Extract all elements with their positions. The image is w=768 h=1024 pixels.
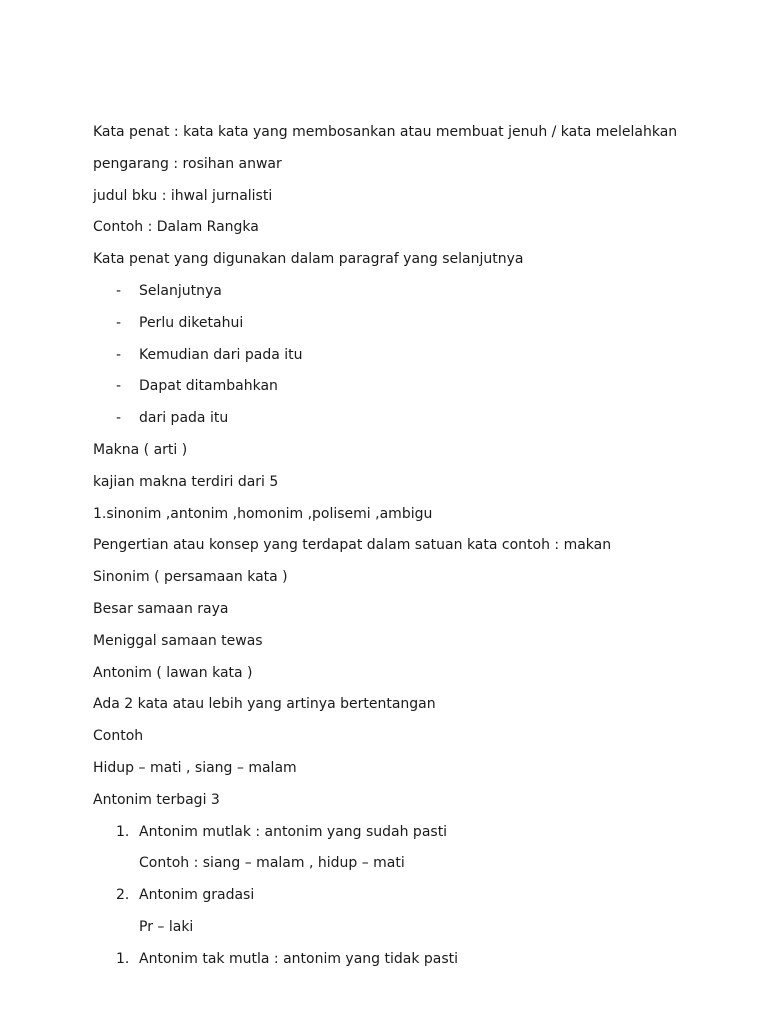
numbered-item-subline: Contoh : siang – malam , hidup – mati — [139, 855, 405, 872]
text-line: kajian makna terdiri dari 5 — [93, 473, 279, 490]
text-line: Kata penat yang digunakan dalam paragraf yang selanjutnya — [93, 251, 524, 268]
number-marker: 2. — [116, 887, 130, 904]
numbered-list-item — [93, 885, 733, 917]
number-marker: 1. — [116, 823, 130, 840]
text-line: Hidup – mati , siang – malam — [93, 759, 297, 776]
number-marker: 1. — [116, 950, 130, 967]
numbered-item-text: Antonim tak mutla : antonim yang tidak pasti — [139, 950, 459, 967]
dash-marker: - — [116, 378, 122, 395]
dash-item-text: Perlu diketahui — [139, 314, 244, 331]
text-line: Antonim ( lawan kata ) — [93, 664, 253, 681]
dash-item-text: Kemudian dari pada itu — [139, 346, 303, 363]
dash-list-item — [93, 313, 733, 345]
text-line: Contoh : Dalam Rangka — [93, 219, 259, 236]
dash-marker: - — [116, 410, 122, 427]
text-line: Contoh — [93, 728, 144, 745]
numbered-item-text: Antonim gradasi — [139, 887, 255, 904]
text-line: Besar samaan raya — [93, 600, 229, 617]
dash-marker: - — [116, 282, 122, 299]
dash-item-text: Dapat ditambahkan — [139, 378, 278, 395]
text-line: Pengertian atau konsep yang terdapat dalam satuan kata contoh : makan — [93, 537, 612, 554]
dash-marker: - — [116, 314, 122, 331]
numbered-item-subline: Pr – laki — [139, 918, 194, 935]
dash-list-item — [93, 345, 733, 377]
dash-marker: - — [116, 346, 122, 363]
text-line: Kata penat : kata kata yang membosankan atau membuat jenuh / kata melelahkan — [93, 124, 678, 140]
dash-list-item — [93, 408, 733, 440]
text-line: Meniggal samaan tewas — [93, 632, 263, 649]
text-line: pengarang : rosihan anwar — [93, 155, 282, 172]
text-line: Sinonim ( persamaan kata ) — [93, 569, 288, 586]
text-line: Ada 2 kata atau lebih yang artinya bertentangan — [93, 696, 436, 713]
numbered-list-item — [93, 822, 733, 854]
dash-item-text: dari pada itu — [139, 410, 229, 427]
dash-list-item — [93, 376, 733, 408]
numbered-item-text: Antonim mutlak : antonim yang sudah pasti — [139, 823, 448, 840]
text-line: Antonim terbagi 3 — [93, 791, 220, 808]
document-body — [93, 122, 733, 981]
numbered-list-item — [93, 949, 733, 981]
text-line: 1.sinonim ,antonim ,homonim ,polisemi ,ambigu — [93, 505, 433, 522]
text-line: judul bku : ihwal jurnalisti — [93, 187, 273, 204]
dash-item-text: Selanjutnya — [139, 282, 222, 299]
text-line: Makna ( arti ) — [93, 441, 188, 458]
dash-list-item — [93, 281, 733, 313]
